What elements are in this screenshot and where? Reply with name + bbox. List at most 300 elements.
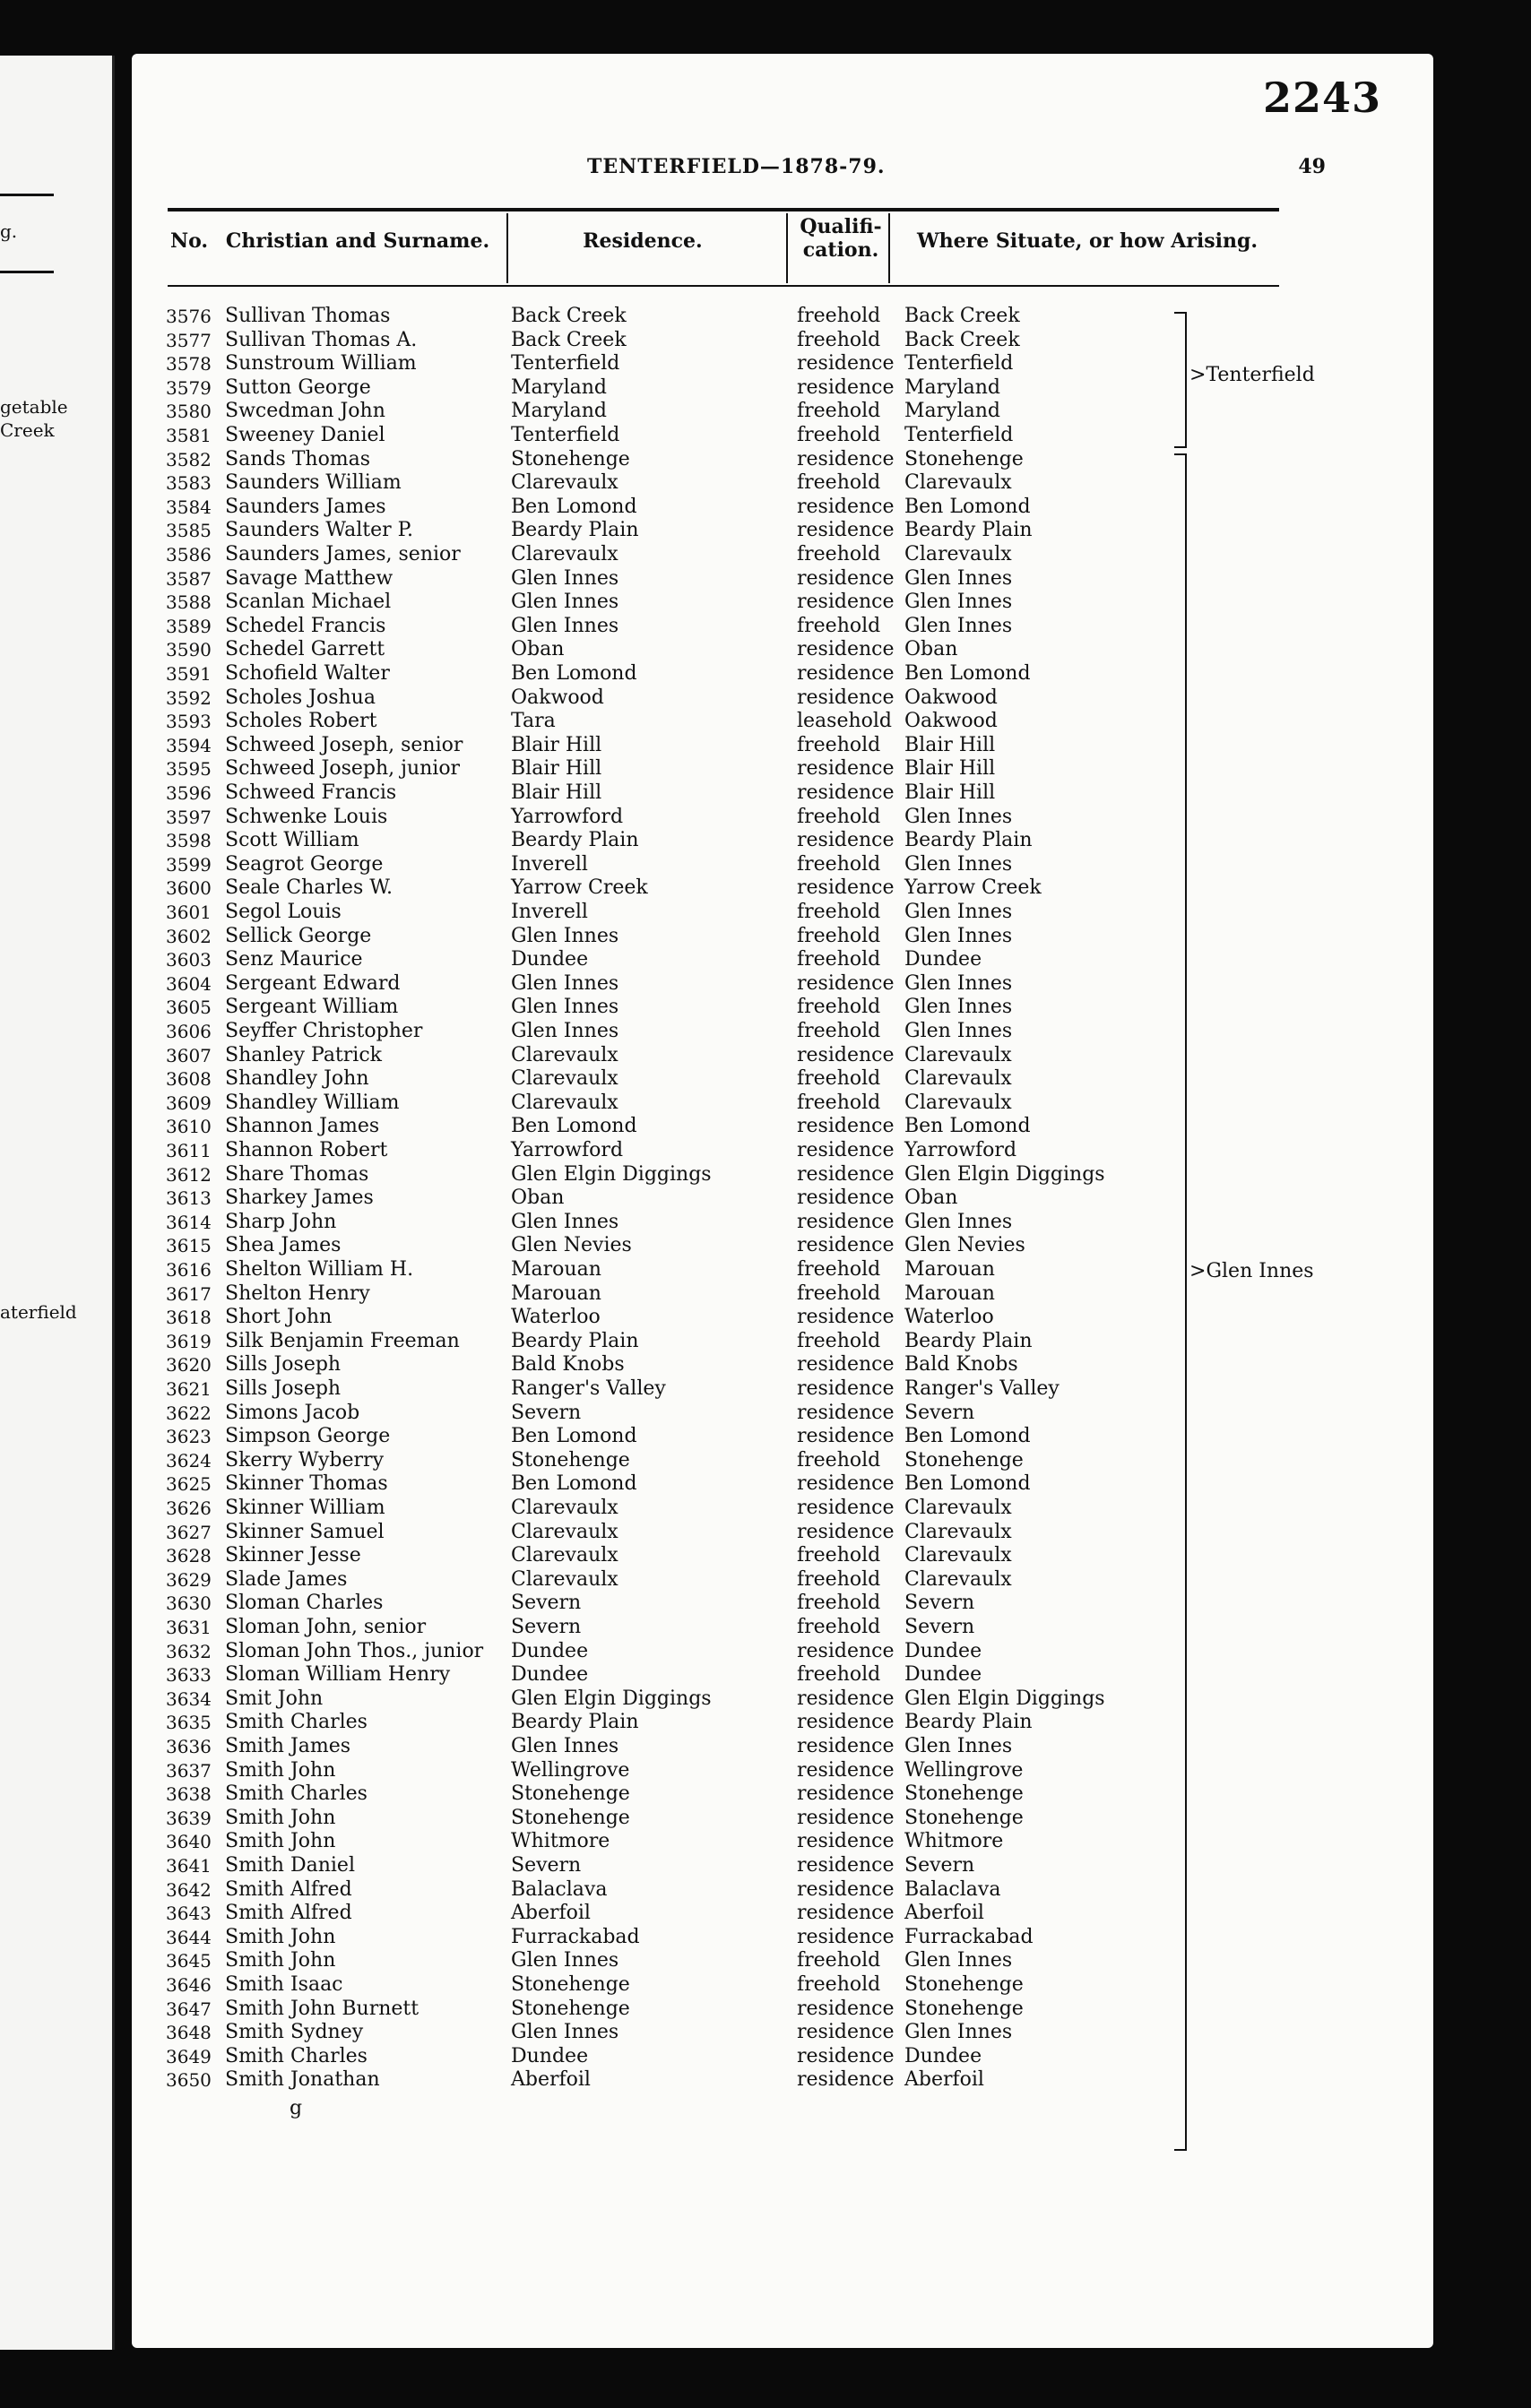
table-row — [132, 615, 1433, 639]
where-situate: Glen Innes — [904, 2021, 1013, 2044]
residence: Glen Nevies — [511, 1234, 632, 1257]
where-situate: Ben Lomond — [904, 495, 1031, 518]
table-row — [132, 1521, 1433, 1545]
table-row — [132, 1759, 1433, 1783]
entry-number: 3589 — [166, 615, 212, 637]
voter-name: Skinner Samuel — [225, 1520, 385, 1543]
entry-number: 3622 — [166, 1402, 212, 1424]
where-situate: Ben Lomond — [904, 1115, 1031, 1138]
entry-number: 3638 — [166, 1783, 212, 1806]
qualification: freehold — [797, 1592, 881, 1615]
entry-number: 3576 — [166, 306, 212, 327]
residence: Yarrowford — [511, 1139, 624, 1161]
residence: Beardy Plain — [511, 1329, 639, 1352]
left-page-fragment: aterfield — [0, 1301, 77, 1323]
entry-number: 3577 — [166, 329, 212, 351]
voter-name: Sunstroum William — [225, 352, 417, 375]
table-row — [132, 471, 1433, 496]
where-situate: Clarevaulx — [904, 1091, 1012, 1114]
table-row — [132, 901, 1433, 925]
qualification: freehold — [797, 1544, 881, 1567]
residence: Ben Lomond — [511, 1425, 637, 1448]
entry-number: 3609 — [166, 1092, 212, 1114]
qualification: residence — [797, 1234, 895, 1257]
voter-name: Saunders James — [225, 495, 386, 518]
entry-number: 3634 — [166, 1687, 212, 1710]
qualification: freehold — [797, 400, 881, 423]
table-row — [132, 496, 1433, 520]
qualification: freehold — [797, 305, 881, 327]
qualification: freehold — [797, 1282, 881, 1305]
where-situate: Glen Innes — [904, 996, 1013, 1019]
residence: Clarevaulx — [511, 1567, 618, 1591]
residence: Back Creek — [511, 305, 627, 327]
voter-name: Sweeney Daniel — [225, 424, 385, 446]
entry-number: 3635 — [166, 1712, 212, 1734]
residence: Clarevaulx — [511, 471, 618, 495]
qualification: residence — [797, 1854, 895, 1877]
residence: Blair Hill — [511, 733, 602, 756]
voter-name: Smith John — [225, 1949, 336, 1972]
where-situate: Clarevaulx — [904, 1520, 1012, 1543]
voter-name: Smith Charles — [225, 1782, 368, 1806]
residence: Severn — [511, 1401, 582, 1424]
voter-name: Share Thomas — [225, 1162, 369, 1186]
where-situate: Oakwood — [904, 686, 998, 709]
qualification: residence — [797, 519, 895, 542]
table-row — [132, 567, 1433, 591]
left-page-fragment: g. — [0, 220, 18, 242]
residence: Marouan — [511, 1282, 601, 1305]
residence: Back Creek — [511, 328, 627, 351]
entry-number: 3607 — [166, 1044, 212, 1066]
table-row — [132, 1330, 1433, 1354]
entry-number: 3603 — [166, 949, 212, 971]
entry-number: 3639 — [166, 1807, 212, 1829]
voter-name: Smith Jonathan — [225, 2068, 380, 2092]
where-situate: Maryland — [904, 400, 1000, 423]
voter-name: Schweed Francis — [225, 781, 397, 804]
qualification: freehold — [797, 424, 881, 446]
table-row — [132, 1377, 1433, 1402]
voter-name: Sands Thomas — [225, 447, 371, 470]
residence: Wellingrove — [511, 1758, 630, 1782]
entry-number: 3648 — [166, 2022, 212, 2044]
col-header-name: Christian and Surname. — [225, 229, 490, 253]
where-situate: Severn — [904, 1592, 975, 1615]
qualification: residence — [797, 662, 895, 685]
where-situate: Bald Knobs — [904, 1353, 1018, 1377]
table-row — [132, 806, 1433, 830]
where-situate: Beardy Plain — [904, 1329, 1033, 1352]
entry-number: 3641 — [166, 1855, 212, 1877]
where-situate: Glen Nevies — [904, 1234, 1025, 1257]
residence: Inverell — [511, 901, 588, 923]
voter-name: Sutton George — [225, 375, 371, 399]
table-row — [132, 1926, 1433, 1950]
entry-number: 3642 — [166, 1878, 212, 1901]
residence: Furrackabad — [511, 1925, 640, 1948]
entry-number: 3633 — [166, 1664, 212, 1687]
entry-number: 3595 — [166, 758, 212, 781]
where-situate: Glen Innes — [904, 1949, 1013, 1972]
residence: Yarrow Creek — [511, 876, 648, 900]
residence: Tenterfield — [511, 352, 620, 375]
residence: Glen Innes — [511, 1020, 619, 1042]
qualification: residence — [797, 757, 895, 781]
voter-name: Shanley Patrick — [225, 1043, 382, 1066]
where-situate: Glen Innes — [904, 852, 1013, 876]
where-situate: Clarevaulx — [904, 1544, 1012, 1567]
table-row — [132, 1830, 1433, 1854]
where-situate: Glen Innes — [904, 591, 1013, 614]
entry-number: 3580 — [166, 401, 212, 423]
where-situate: Tenterfield — [904, 352, 1014, 375]
entry-number: 3636 — [166, 1736, 212, 1757]
where-situate: Glen Innes — [904, 614, 1013, 637]
voter-name: Smith John — [225, 1925, 336, 1948]
qualification: freehold — [797, 733, 881, 756]
table-row — [132, 948, 1433, 972]
qualification: residence — [797, 1902, 895, 1925]
voter-name: Shelton Henry — [225, 1282, 370, 1305]
bracket-label-glen-innes: >Glen Innes — [1189, 1260, 1314, 1282]
residence: Blair Hill — [511, 781, 602, 804]
qualification: residence — [797, 1210, 895, 1233]
residence: Clarevaulx — [511, 1043, 618, 1066]
table-row — [132, 1735, 1433, 1759]
voter-name: Sloman William Henry — [225, 1663, 451, 1687]
where-situate: Beardy Plain — [904, 519, 1033, 542]
header-rule-top — [168, 208, 1279, 211]
residence: Beardy Plain — [511, 519, 639, 542]
entry-number: 3602 — [166, 925, 212, 947]
qualification: residence — [797, 1139, 895, 1161]
table-row — [132, 853, 1433, 877]
left-page-fragment: getable — [0, 396, 68, 418]
table-row — [132, 2068, 1433, 2093]
qualification: residence — [797, 591, 895, 614]
table-row — [132, 1044, 1433, 1068]
residence: Aberfoil — [511, 2068, 591, 2092]
qualification: residence — [797, 1162, 895, 1186]
left-page-rule — [0, 194, 54, 196]
entry-number: 3615 — [166, 1235, 212, 1257]
entry-number: 3582 — [166, 448, 212, 470]
table-row — [132, 1067, 1433, 1092]
voter-name: Skerry Wyberry — [225, 1448, 384, 1472]
voter-name: Schedel Garrett — [225, 638, 385, 661]
left-page-edge — [0, 56, 115, 2350]
qualification: residence — [797, 1687, 895, 1710]
residence: Beardy Plain — [511, 829, 639, 852]
voter-name: Sergeant Edward — [225, 971, 401, 995]
where-situate: Stonehenge — [904, 1448, 1024, 1472]
residence: Glen Innes — [511, 1735, 619, 1757]
register-page — [132, 54, 1433, 2348]
voter-name: Saunders William — [225, 471, 402, 495]
table-row — [132, 734, 1433, 758]
table-row — [132, 1568, 1433, 1592]
where-situate: Glen Elgin Diggings — [904, 1687, 1105, 1710]
residence: Balaclava — [511, 1877, 608, 1901]
where-situate: Ben Lomond — [904, 1425, 1031, 1448]
residence: Oakwood — [511, 686, 604, 709]
voter-name: Smith John — [225, 1830, 336, 1853]
qualification: freehold — [797, 852, 881, 876]
residence: Glen Elgin Diggings — [511, 1687, 712, 1710]
where-situate: Dundee — [904, 948, 982, 971]
table-row — [132, 1092, 1433, 1116]
table-row — [132, 1973, 1433, 1998]
entry-number: 3624 — [166, 1449, 212, 1472]
entry-number: 3591 — [166, 663, 212, 685]
residence: Tenterfield — [511, 424, 620, 446]
table-row — [132, 1687, 1433, 1712]
table-row — [132, 1592, 1433, 1616]
voter-name: Smith John Burnett — [225, 1997, 420, 2020]
voter-name: Saunders James, senior — [225, 543, 461, 565]
entry-number: 3581 — [166, 425, 212, 446]
voter-name: Skinner Jesse — [225, 1544, 361, 1567]
voter-name: Shelton William H. — [225, 1258, 414, 1281]
table-row — [132, 925, 1433, 949]
page-number: 2243 — [1262, 73, 1381, 122]
residence: Glen Innes — [511, 996, 619, 1019]
where-situate: Glen Innes — [904, 805, 1013, 828]
where-situate: Yarrowford — [904, 1139, 1017, 1161]
where-situate: Glen Innes — [904, 901, 1013, 923]
where-situate: Ben Lomond — [904, 1472, 1031, 1496]
where-situate: Dundee — [904, 1639, 982, 1662]
qualification: freehold — [797, 1616, 881, 1638]
residence: Inverell — [511, 852, 588, 876]
voter-name: Short John — [225, 1306, 333, 1329]
entry-number: 3627 — [166, 1521, 212, 1543]
table-row — [132, 519, 1433, 543]
residence: Severn — [511, 1616, 582, 1638]
qualification: residence — [797, 2044, 895, 2067]
voter-name: Scholes Joshua — [225, 686, 376, 709]
where-situate: Glen Innes — [904, 566, 1013, 590]
qualification: residence — [797, 1401, 895, 1424]
qualification: freehold — [797, 1329, 881, 1352]
residence: Ranger's Valley — [511, 1377, 666, 1400]
table-row — [132, 1353, 1433, 1377]
voter-name: Shandley William — [225, 1091, 400, 1114]
qualification: freehold — [797, 1258, 881, 1281]
residence: Ben Lomond — [511, 1115, 637, 1138]
qualification: residence — [797, 2021, 895, 2044]
where-situate: Glen Innes — [904, 924, 1013, 947]
where-situate: Maryland — [904, 375, 1000, 399]
qualification: residence — [797, 1353, 895, 1377]
voter-name: Skinner Thomas — [225, 1472, 388, 1496]
entry-number: 3618 — [166, 1307, 212, 1329]
residence: Clarevaulx — [511, 1091, 618, 1114]
entry-number: 3584 — [166, 496, 212, 518]
entry-number: 3579 — [166, 376, 212, 399]
qualification: residence — [797, 1497, 895, 1519]
table-row — [132, 1949, 1433, 1973]
table-row — [132, 1497, 1433, 1521]
voter-name: Sharkey James — [225, 1187, 374, 1210]
table-row — [132, 1306, 1433, 1330]
qualification: residence — [797, 971, 895, 995]
table-row — [132, 543, 1433, 567]
residence: Whitmore — [511, 1830, 610, 1853]
qualification: residence — [797, 1782, 895, 1806]
qualification: residence — [797, 1997, 895, 2020]
where-situate: Aberfoil — [904, 1902, 984, 1925]
qualification: freehold — [797, 948, 881, 971]
voter-name: Smith Alfred — [225, 1902, 352, 1925]
voter-name: Simpson George — [225, 1425, 391, 1448]
voter-name: Sloman Charles — [225, 1592, 384, 1615]
residence: Stonehenge — [511, 447, 630, 470]
where-situate: Back Creek — [904, 305, 1020, 327]
table-row — [132, 1472, 1433, 1497]
voter-name: Scanlan Michael — [225, 591, 392, 614]
residence: Glen Innes — [511, 2021, 619, 2044]
qualification: residence — [797, 638, 895, 661]
residence: Clarevaulx — [511, 1544, 618, 1567]
residence: Aberfoil — [511, 1902, 591, 1925]
where-situate: Wellingrove — [904, 1758, 1024, 1782]
table-row — [132, 1163, 1433, 1187]
where-situate: Glen Innes — [904, 1735, 1013, 1757]
where-situate: Marouan — [904, 1282, 995, 1305]
left-page-rule — [0, 271, 54, 273]
residence: Glen Innes — [511, 1210, 619, 1233]
col-header-where: Where Situate, or how Arising. — [916, 229, 1259, 253]
where-situate: Stonehenge — [904, 1997, 1024, 2020]
table-row — [132, 1807, 1433, 1831]
residence: Maryland — [511, 375, 607, 399]
entry-number: 3612 — [166, 1163, 212, 1186]
entry-number: 3614 — [166, 1211, 212, 1233]
header-rule-bottom — [168, 285, 1279, 287]
where-situate: Clarevaulx — [904, 543, 1012, 565]
where-situate: Glen Innes — [904, 1210, 1013, 1233]
where-situate: Blair Hill — [904, 757, 996, 781]
table-row — [132, 1211, 1433, 1235]
where-situate: Whitmore — [904, 1830, 1004, 1853]
voter-name: Schedel Francis — [225, 614, 386, 637]
qualification: residence — [797, 2068, 895, 2092]
entry-number: 3644 — [166, 1926, 212, 1948]
qualification: freehold — [797, 1067, 881, 1091]
voter-name: Senz Maurice — [225, 948, 363, 971]
where-situate: Severn — [904, 1854, 975, 1877]
table-row — [132, 2021, 1433, 2045]
table-row — [132, 1902, 1433, 1926]
qualification: residence — [797, 1187, 895, 1210]
voter-name: Savage Matthew — [225, 566, 394, 590]
voter-name: Shea James — [225, 1234, 342, 1257]
voter-name: Smith Isaac — [225, 1973, 343, 1996]
where-situate: Blair Hill — [904, 733, 996, 756]
qualification: residence — [797, 1830, 895, 1853]
residence: Clarevaulx — [511, 1520, 618, 1543]
voter-name: Smith Charles — [225, 2044, 368, 2067]
qualification: freehold — [797, 1663, 881, 1687]
col-header-residence: Residence. — [583, 229, 703, 253]
voter-name: Smith James — [225, 1735, 351, 1757]
voter-name: Seale Charles W. — [225, 876, 393, 900]
qualification: residence — [797, 829, 895, 852]
qualification: freehold — [797, 996, 881, 1019]
table-row — [132, 876, 1433, 901]
table-row — [132, 1711, 1433, 1735]
table-row — [132, 1234, 1433, 1258]
entry-number: 3640 — [166, 1831, 212, 1853]
voter-name: Smith John — [225, 1758, 336, 1782]
entry-number: 3585 — [166, 520, 212, 542]
entry-number: 3631 — [166, 1617, 212, 1638]
qualification: residence — [797, 1377, 895, 1400]
entry-number: 3606 — [166, 1021, 212, 1042]
table-row — [132, 1854, 1433, 1878]
qualification: freehold — [797, 543, 881, 565]
voter-name: Smith Alfred — [225, 1877, 352, 1901]
entry-number: 3623 — [166, 1426, 212, 1448]
table-row — [132, 1115, 1433, 1139]
where-situate: Back Creek — [904, 328, 1020, 351]
residence: Stonehenge — [511, 1806, 630, 1829]
voter-name: Sills Joseph — [225, 1377, 342, 1400]
entry-number: 3605 — [166, 997, 212, 1019]
col-header-no: No. — [169, 229, 209, 253]
where-situate: Clarevaulx — [904, 1043, 1012, 1066]
qualification: freehold — [797, 614, 881, 637]
entry-number: 3601 — [166, 902, 212, 923]
table-row — [132, 996, 1433, 1020]
residence: Stonehenge — [511, 1997, 630, 2020]
residence: Clarevaulx — [511, 1067, 618, 1091]
where-situate: Beardy Plain — [904, 1711, 1033, 1734]
voter-name: Schofield Walter — [225, 662, 390, 685]
residence: Yarrowford — [511, 805, 624, 828]
qualification: residence — [797, 566, 895, 590]
where-situate: Ben Lomond — [904, 662, 1031, 685]
qualification: residence — [797, 1425, 895, 1448]
voter-name: Sullivan Thomas — [225, 305, 391, 327]
residence: Clarevaulx — [511, 1497, 618, 1519]
voter-name: Smith Charles — [225, 1711, 368, 1734]
qualification: residence — [797, 1806, 895, 1829]
where-situate: Waterloo — [904, 1306, 994, 1329]
where-situate: Dundee — [904, 2044, 982, 2067]
residence: Maryland — [511, 400, 607, 423]
qualification: residence — [797, 1877, 895, 1901]
residence: Severn — [511, 1854, 582, 1877]
residence: Dundee — [511, 1639, 589, 1662]
entry-number: 3592 — [166, 686, 212, 709]
residence: Dundee — [511, 1663, 589, 1687]
qualification: residence — [797, 1043, 895, 1066]
qualification: freehold — [797, 328, 881, 351]
qualification: residence — [797, 495, 895, 518]
entry-number: 3646 — [166, 1974, 212, 1996]
table-row — [132, 1402, 1433, 1426]
entry-number: 3578 — [166, 353, 212, 375]
folio-number: 49 — [1298, 155, 1326, 178]
where-situate: Severn — [904, 1616, 975, 1638]
table-row — [132, 757, 1433, 781]
where-situate: Aberfoil — [904, 2068, 984, 2092]
where-situate: Clarevaulx — [904, 1497, 1012, 1519]
